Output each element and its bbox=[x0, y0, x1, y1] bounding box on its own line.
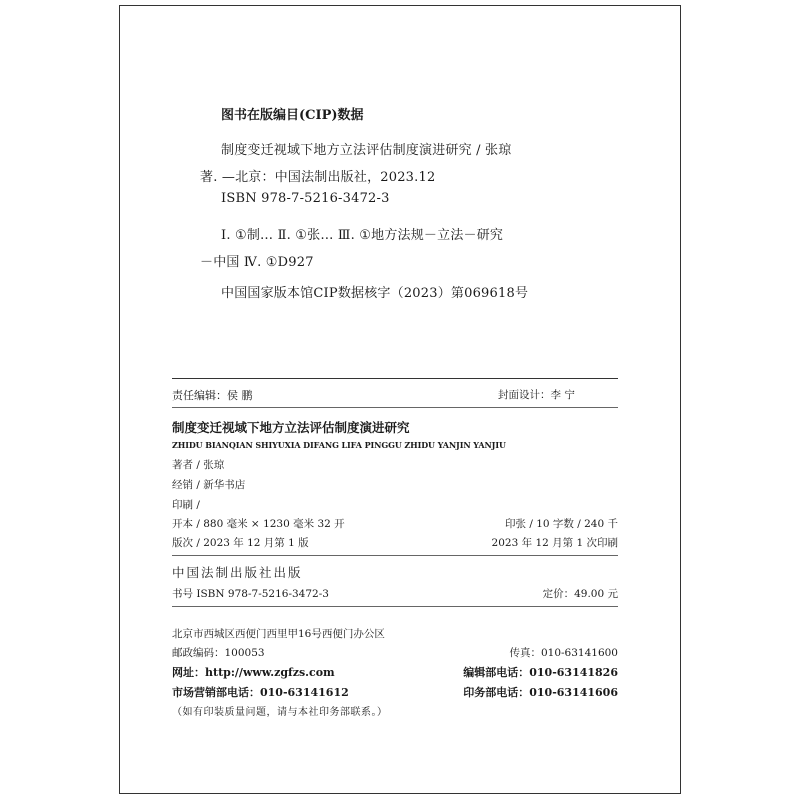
distributor-line: 经销 / 新华书店 bbox=[172, 479, 246, 491]
cip-classification-line-1: Ⅰ. ①制… Ⅱ. ①张… Ⅲ. ①地方法规－立法－研究 bbox=[221, 228, 504, 243]
cip-classification-line-2: －中国 Ⅳ. ①D927 bbox=[200, 255, 314, 270]
printing-line: 2023 年 12 月第 1 次印刷 bbox=[491, 537, 618, 549]
cover-designer: 封面设计：李 宁 bbox=[498, 389, 575, 401]
quality-note: （如有印装质量问题，请与本社印务部联系。） bbox=[172, 707, 388, 718]
cip-isbn: ISBN 978-7-5216-3472-3 bbox=[221, 191, 390, 206]
divider-publisher bbox=[172, 606, 618, 607]
copyright-page bbox=[119, 5, 681, 794]
author-line: 著者 / 张琼 bbox=[172, 459, 225, 471]
cip-heading: 图书在版编目(CIP)数据 bbox=[221, 108, 364, 123]
book-number: 书号 ISBN 978-7-5216-3472-3 bbox=[172, 588, 329, 600]
marketing-phone: 市场营销部电话：010-63141612 bbox=[172, 686, 349, 699]
address: 北京市西城区西便门西里甲16号西便门办公区 bbox=[172, 628, 385, 640]
price: 定价：49.00 元 bbox=[542, 588, 618, 600]
website: 网址：http://www.zgfzs.com bbox=[172, 666, 335, 679]
postcode: 邮政编码：100053 bbox=[172, 647, 265, 659]
fax: 传真：010-63141600 bbox=[509, 647, 618, 659]
responsible-editor: 责任编辑：侯 鹏 bbox=[172, 389, 253, 402]
cip-publication-line: 著. —北京：中国法制出版社，2023.12 bbox=[200, 170, 436, 185]
edition-line: 版次 / 2023 年 12 月第 1 版 bbox=[172, 537, 309, 549]
printing-dept-phone: 印务部电话：010-63141606 bbox=[463, 686, 618, 699]
format-line: 开本 / 880 毫米 × 1230 毫米 32 开 bbox=[172, 518, 345, 530]
book-title: 制度变迁视域下地方立法评估制度演进研究 bbox=[172, 420, 410, 435]
printer-line: 印刷 / bbox=[172, 499, 200, 511]
divider-top bbox=[172, 378, 618, 379]
divider-details bbox=[172, 555, 618, 556]
cip-title-line: 制度变迁视域下地方立法评估制度演进研究 / 张琼 bbox=[221, 143, 512, 158]
editorial-phone: 编辑部电话：010-63141826 bbox=[463, 666, 618, 679]
publisher-name: 中国法制出版社出版 bbox=[172, 565, 303, 580]
book-title-pinyin: ZHIDU BIANQIAN SHIYUXIA DIFANG LIFA PINGGU ZHIDU YANJIN YANJIU bbox=[172, 440, 506, 450]
sheets-wordcount-line: 印张 / 10 字数 / 240 千 bbox=[504, 518, 618, 530]
divider-credits bbox=[172, 407, 618, 408]
cip-record-number: 中国国家版本馆CIP数据核字（2023）第069618号 bbox=[221, 286, 529, 301]
